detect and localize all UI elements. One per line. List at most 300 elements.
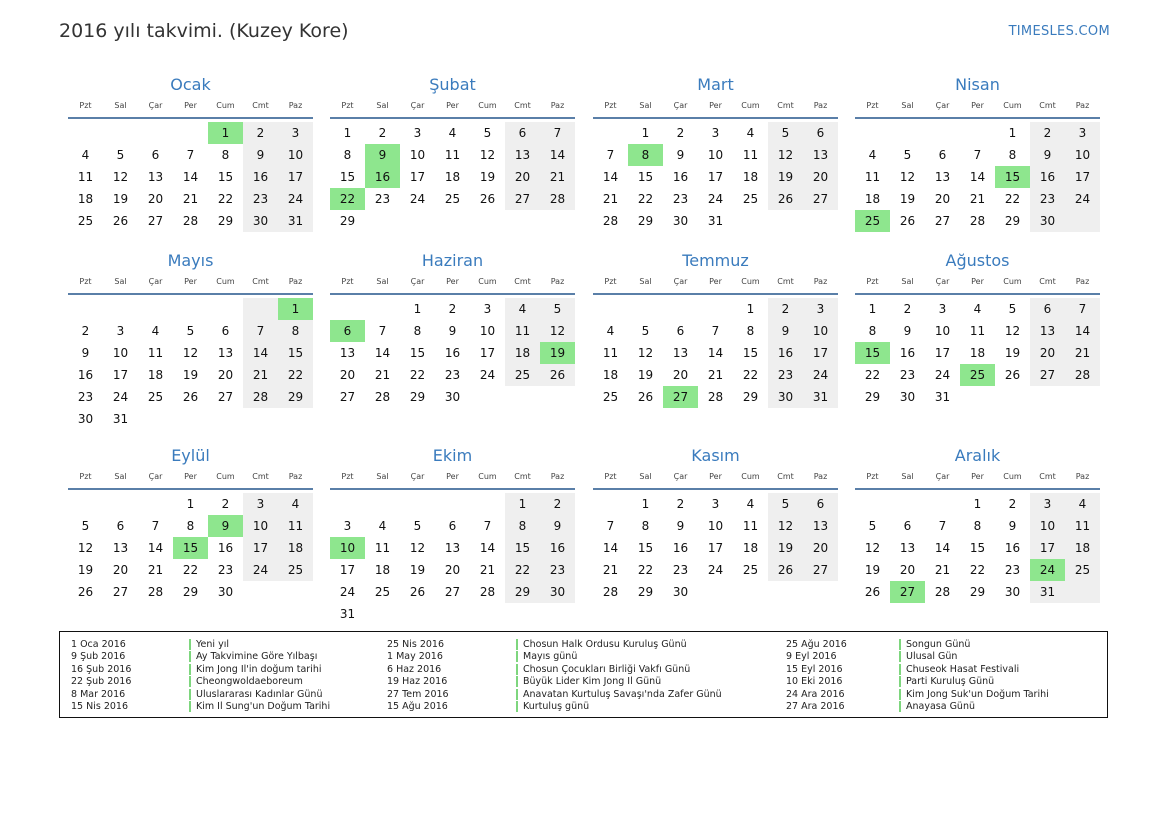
calendar-day[interactable]: 5 [868,519,877,533]
calendar-day[interactable]: 7 [151,519,160,533]
calendar-day[interactable]: 22 [217,192,234,206]
calendar-day[interactable]: 30 [672,585,689,599]
calendar-day[interactable]: 1 [186,497,195,511]
calendar-day[interactable]: 31 [812,390,829,404]
calendar-day[interactable]: 27 [934,214,951,228]
calendar-day[interactable]: 27 [147,214,164,228]
calendar-day[interactable]: 24 [812,368,829,382]
holiday-day[interactable]: 1 [278,298,313,320]
calendar-day[interactable]: 5 [553,302,562,316]
holiday-day[interactable]: 9 [365,144,400,166]
calendar-day[interactable]: 3 [711,497,720,511]
calendar-day[interactable]: 22 [409,368,426,382]
calendar-day[interactable]: 4 [1078,497,1087,511]
calendar-day[interactable]: 10 [287,148,304,162]
calendar-day[interactable]: 23 [549,563,566,577]
calendar-day[interactable]: 26 [777,192,794,206]
calendar-day[interactable]: 3 [483,302,492,316]
calendar-day[interactable]: 12 [1004,324,1021,338]
calendar-day[interactable]: 10 [707,519,724,533]
calendar-day[interactable]: 4 [378,519,387,533]
calendar-day[interactable]: 5 [116,148,125,162]
calendar-day[interactable]: 11 [602,346,619,360]
holiday-day[interactable]: 16 [365,166,400,188]
calendar-day[interactable]: 19 [777,541,794,555]
calendar-day[interactable]: 18 [374,563,391,577]
calendar-day[interactable]: 16 [777,346,794,360]
calendar-day[interactable]: 1 [413,302,422,316]
calendar-day[interactable]: 26 [479,192,496,206]
calendar-day[interactable]: 1 [868,302,877,316]
calendar-day[interactable]: 23 [252,192,269,206]
holiday-day[interactable]: 15 [995,166,1030,188]
calendar-day[interactable]: 26 [899,214,916,228]
calendar-day[interactable]: 9 [1008,519,1017,533]
calendar-day[interactable]: 7 [483,519,492,533]
calendar-day[interactable]: 7 [606,148,615,162]
calendar-day[interactable]: 1 [1008,126,1017,140]
calendar-day[interactable]: 8 [186,519,195,533]
calendar-day[interactable]: 31 [112,412,129,426]
holiday-day[interactable]: 9 [208,515,243,537]
calendar-day[interactable]: 14 [969,170,986,184]
calendar-day[interactable]: 21 [252,368,269,382]
calendar-day[interactable]: 2 [903,302,912,316]
calendar-day[interactable]: 17 [287,170,304,184]
calendar-day[interactable]: 5 [81,519,90,533]
calendar-day[interactable]: 17 [707,541,724,555]
calendar-day[interactable]: 31 [707,214,724,228]
calendar-day[interactable]: 29 [1004,214,1021,228]
calendar-day[interactable]: 7 [186,148,195,162]
calendar-day[interactable]: 10 [112,346,129,360]
calendar-day[interactable]: 14 [934,541,951,555]
calendar-day[interactable]: 24 [934,368,951,382]
calendar-day[interactable]: 12 [777,519,794,533]
calendar-day[interactable]: 3 [711,126,720,140]
calendar-day[interactable]: 21 [934,563,951,577]
calendar-day[interactable]: 31 [339,607,356,621]
calendar-day[interactable]: 19 [479,170,496,184]
calendar-day[interactable]: 25 [147,390,164,404]
calendar-day[interactable]: 22 [864,368,881,382]
calendar-day[interactable]: 3 [291,126,300,140]
calendar-day[interactable]: 10 [1039,519,1056,533]
calendar-day[interactable]: 21 [147,563,164,577]
holiday-day[interactable]: 27 [663,386,698,408]
calendar-day[interactable]: 20 [444,563,461,577]
calendar-day[interactable]: 4 [746,497,755,511]
calendar-day[interactable]: 9 [81,346,90,360]
calendar-day[interactable]: 31 [287,214,304,228]
calendar-day[interactable]: 8 [518,519,527,533]
calendar-day[interactable]: 28 [969,214,986,228]
calendar-day[interactable]: 2 [221,497,230,511]
calendar-day[interactable]: 8 [746,324,755,338]
calendar-day[interactable]: 15 [339,170,356,184]
calendar-day[interactable]: 7 [938,519,947,533]
calendar-day[interactable]: 2 [781,302,790,316]
calendar-day[interactable]: 11 [374,541,391,555]
calendar-day[interactable]: 14 [707,346,724,360]
calendar-day[interactable]: 24 [479,368,496,382]
calendar-day[interactable]: 28 [374,390,391,404]
calendar-day[interactable]: 1 [518,497,527,511]
calendar-day[interactable]: 10 [707,148,724,162]
calendar-day[interactable]: 1 [641,126,650,140]
calendar-day[interactable]: 16 [672,170,689,184]
calendar-day[interactable]: 12 [112,170,129,184]
calendar-day[interactable]: 5 [1008,302,1017,316]
calendar-day[interactable]: 6 [1043,302,1052,316]
calendar-day[interactable]: 19 [777,170,794,184]
calendar-day[interactable]: 11 [742,148,759,162]
calendar-day[interactable]: 5 [186,324,195,338]
calendar-day[interactable]: 14 [252,346,269,360]
calendar-day[interactable]: 27 [1039,368,1056,382]
calendar-day[interactable]: 5 [483,126,492,140]
calendar-day[interactable]: 5 [781,497,790,511]
calendar-day[interactable]: 28 [602,214,619,228]
calendar-day[interactable]: 2 [676,497,685,511]
calendar-day[interactable]: 26 [1004,368,1021,382]
brand-link[interactable]: TIMESLES.COM [1008,24,1110,39]
calendar-day[interactable]: 27 [339,390,356,404]
calendar-day[interactable]: 17 [1039,541,1056,555]
calendar-day[interactable]: 30 [899,390,916,404]
calendar-day[interactable]: 24 [339,585,356,599]
calendar-day[interactable]: 2 [81,324,90,338]
calendar-day[interactable]: 20 [672,368,689,382]
calendar-day[interactable]: 29 [742,390,759,404]
holiday-day[interactable]: 22 [330,188,365,210]
calendar-day[interactable]: 3 [1043,497,1052,511]
calendar-day[interactable]: 8 [343,148,352,162]
calendar-day[interactable]: 4 [81,148,90,162]
calendar-day[interactable]: 6 [221,324,230,338]
calendar-day[interactable]: 7 [256,324,265,338]
calendar-day[interactable]: 11 [864,170,881,184]
calendar-day[interactable]: 6 [151,148,160,162]
calendar-day[interactable]: 24 [707,563,724,577]
calendar-day[interactable]: 8 [641,519,650,533]
calendar-day[interactable]: 11 [444,148,461,162]
calendar-day[interactable]: 25 [514,368,531,382]
calendar-day[interactable]: 7 [973,148,982,162]
calendar-day[interactable]: 9 [553,519,562,533]
calendar-day[interactable]: 12 [899,170,916,184]
calendar-day[interactable]: 7 [711,324,720,338]
calendar-day[interactable]: 6 [816,497,825,511]
calendar-day[interactable]: 2 [1043,126,1052,140]
calendar-day[interactable]: 2 [1008,497,1017,511]
calendar-day[interactable]: 6 [938,148,947,162]
calendar-day[interactable]: 17 [112,368,129,382]
calendar-day[interactable]: 22 [287,368,304,382]
calendar-day[interactable]: 29 [339,214,356,228]
calendar-day[interactable]: 13 [514,148,531,162]
calendar-day[interactable]: 7 [553,126,562,140]
calendar-day[interactable]: 3 [413,126,422,140]
holiday-day[interactable]: 19 [540,342,575,364]
calendar-day[interactable]: 5 [903,148,912,162]
calendar-day[interactable]: 22 [514,563,531,577]
calendar-day[interactable]: 19 [899,192,916,206]
calendar-day[interactable]: 21 [1074,346,1091,360]
calendar-day[interactable]: 22 [182,563,199,577]
calendar-day[interactable]: 23 [672,192,689,206]
calendar-day[interactable]: 12 [637,346,654,360]
calendar-day[interactable]: 3 [256,497,265,511]
calendar-day[interactable]: 3 [116,324,125,338]
calendar-day[interactable]: 1 [343,126,352,140]
calendar-day[interactable]: 27 [112,585,129,599]
calendar-day[interactable]: 19 [112,192,129,206]
calendar-day[interactable]: 23 [444,368,461,382]
calendar-day[interactable]: 11 [287,519,304,533]
calendar-day[interactable]: 23 [1004,563,1021,577]
calendar-day[interactable]: 6 [676,324,685,338]
calendar-day[interactable]: 3 [816,302,825,316]
calendar-day[interactable]: 17 [1074,170,1091,184]
calendar-day[interactable]: 1 [641,497,650,511]
calendar-day[interactable]: 17 [812,346,829,360]
calendar-day[interactable]: 14 [147,541,164,555]
calendar-day[interactable]: 2 [378,126,387,140]
calendar-day[interactable]: 21 [479,563,496,577]
calendar-day[interactable]: 26 [409,585,426,599]
calendar-day[interactable]: 18 [864,192,881,206]
calendar-day[interactable]: 17 [934,346,951,360]
calendar-day[interactable]: 13 [112,541,129,555]
calendar-day[interactable]: 13 [934,170,951,184]
calendar-day[interactable]: 19 [1004,346,1021,360]
calendar-day[interactable]: 3 [343,519,352,533]
calendar-day[interactable]: 8 [221,148,230,162]
calendar-day[interactable]: 4 [868,148,877,162]
calendar-day[interactable]: 13 [672,346,689,360]
calendar-day[interactable]: 28 [1074,368,1091,382]
calendar-day[interactable]: 14 [1074,324,1091,338]
calendar-day[interactable]: 29 [969,585,986,599]
calendar-day[interactable]: 26 [112,214,129,228]
calendar-day[interactable]: 10 [409,148,426,162]
calendar-day[interactable]: 21 [374,368,391,382]
calendar-day[interactable]: 13 [217,346,234,360]
calendar-day[interactable]: 23 [77,390,94,404]
calendar-day[interactable]: 24 [287,192,304,206]
calendar-day[interactable]: 16 [252,170,269,184]
calendar-day[interactable]: 31 [934,390,951,404]
calendar-day[interactable]: 22 [742,368,759,382]
calendar-day[interactable]: 15 [637,170,654,184]
calendar-day[interactable]: 24 [707,192,724,206]
calendar-day[interactable]: 9 [1043,148,1052,162]
calendar-day[interactable]: 16 [672,541,689,555]
calendar-day[interactable]: 12 [77,541,94,555]
calendar-day[interactable]: 21 [182,192,199,206]
calendar-day[interactable]: 22 [637,192,654,206]
calendar-day[interactable]: 25 [444,192,461,206]
holiday-day[interactable]: 25 [960,364,995,386]
calendar-day[interactable]: 30 [549,585,566,599]
calendar-day[interactable]: 21 [969,192,986,206]
calendar-day[interactable]: 28 [182,214,199,228]
calendar-day[interactable]: 23 [899,368,916,382]
calendar-day[interactable]: 13 [444,541,461,555]
calendar-day[interactable]: 6 [816,126,825,140]
calendar-day[interactable]: 12 [182,346,199,360]
calendar-day[interactable]: 10 [252,519,269,533]
calendar-day[interactable]: 24 [112,390,129,404]
calendar-day[interactable]: 7 [606,519,615,533]
calendar-day[interactable]: 29 [409,390,426,404]
calendar-day[interactable]: 16 [77,368,94,382]
calendar-day[interactable]: 18 [1074,541,1091,555]
calendar-day[interactable]: 4 [448,126,457,140]
calendar-day[interactable]: 14 [549,148,566,162]
calendar-day[interactable]: 2 [448,302,457,316]
calendar-day[interactable]: 28 [147,585,164,599]
calendar-day[interactable]: 28 [602,585,619,599]
calendar-day[interactable]: 30 [444,390,461,404]
calendar-day[interactable]: 17 [252,541,269,555]
calendar-day[interactable]: 30 [777,390,794,404]
calendar-day[interactable]: 25 [374,585,391,599]
calendar-day[interactable]: 2 [676,126,685,140]
calendar-day[interactable]: 22 [1004,192,1021,206]
calendar-day[interactable]: 16 [549,541,566,555]
calendar-day[interactable]: 20 [514,170,531,184]
calendar-day[interactable]: 18 [147,368,164,382]
calendar-day[interactable]: 29 [182,585,199,599]
calendar-day[interactable]: 18 [742,541,759,555]
calendar-day[interactable]: 4 [518,302,527,316]
calendar-day[interactable]: 12 [864,541,881,555]
calendar-day[interactable]: 22 [969,563,986,577]
calendar-day[interactable]: 17 [409,170,426,184]
calendar-day[interactable]: 9 [903,324,912,338]
calendar-day[interactable]: 31 [1039,585,1056,599]
calendar-day[interactable]: 22 [637,563,654,577]
calendar-day[interactable]: 8 [868,324,877,338]
holiday-day[interactable]: 24 [1030,559,1065,581]
calendar-day[interactable]: 26 [549,368,566,382]
calendar-day[interactable]: 6 [518,126,527,140]
calendar-day[interactable]: 25 [77,214,94,228]
calendar-day[interactable]: 4 [746,126,755,140]
calendar-day[interactable]: 24 [1074,192,1091,206]
calendar-day[interactable]: 7 [1078,302,1087,316]
calendar-day[interactable]: 25 [1074,563,1091,577]
calendar-day[interactable]: 14 [182,170,199,184]
calendar-day[interactable]: 9 [781,324,790,338]
calendar-day[interactable]: 19 [77,563,94,577]
holiday-day[interactable]: 8 [628,144,663,166]
calendar-day[interactable]: 4 [973,302,982,316]
calendar-day[interactable]: 12 [549,324,566,338]
calendar-day[interactable]: 29 [217,214,234,228]
calendar-day[interactable]: 21 [707,368,724,382]
calendar-day[interactable]: 20 [147,192,164,206]
calendar-day[interactable]: 20 [812,541,829,555]
calendar-day[interactable]: 11 [147,346,164,360]
calendar-day[interactable]: 9 [256,148,265,162]
calendar-day[interactable]: 18 [742,170,759,184]
calendar-day[interactable]: 18 [444,170,461,184]
calendar-day[interactable]: 10 [1074,148,1091,162]
calendar-day[interactable]: 19 [182,368,199,382]
calendar-day[interactable]: 15 [217,170,234,184]
calendar-day[interactable]: 6 [903,519,912,533]
calendar-day[interactable]: 4 [606,324,615,338]
calendar-day[interactable]: 13 [1039,324,1056,338]
calendar-day[interactable]: 11 [514,324,531,338]
calendar-day[interactable]: 29 [287,390,304,404]
calendar-day[interactable]: 4 [291,497,300,511]
calendar-day[interactable]: 8 [291,324,300,338]
calendar-day[interactable]: 8 [413,324,422,338]
calendar-day[interactable]: 24 [409,192,426,206]
calendar-day[interactable]: 23 [374,192,391,206]
calendar-day[interactable]: 25 [602,390,619,404]
calendar-day[interactable]: 27 [217,390,234,404]
calendar-day[interactable]: 12 [409,541,426,555]
calendar-day[interactable]: 21 [602,563,619,577]
calendar-day[interactable]: 20 [899,563,916,577]
holiday-day[interactable]: 15 [855,342,890,364]
calendar-day[interactable]: 16 [444,346,461,360]
calendar-day[interactable]: 20 [112,563,129,577]
calendar-day[interactable]: 30 [217,585,234,599]
calendar-day[interactable]: 18 [514,346,531,360]
calendar-day[interactable]: 20 [339,368,356,382]
calendar-day[interactable]: 18 [969,346,986,360]
calendar-day[interactable]: 11 [969,324,986,338]
calendar-day[interactable]: 19 [864,563,881,577]
calendar-day[interactable]: 6 [448,519,457,533]
calendar-day[interactable]: 28 [252,390,269,404]
calendar-day[interactable]: 20 [1039,346,1056,360]
calendar-day[interactable]: 27 [514,192,531,206]
calendar-day[interactable]: 13 [812,148,829,162]
holiday-day[interactable]: 10 [330,537,365,559]
calendar-day[interactable]: 25 [742,192,759,206]
calendar-day[interactable]: 29 [637,585,654,599]
calendar-day[interactable]: 9 [448,324,457,338]
calendar-day[interactable]: 23 [777,368,794,382]
calendar-day[interactable]: 26 [864,585,881,599]
calendar-day[interactable]: 28 [549,192,566,206]
holiday-day[interactable]: 1 [208,122,243,144]
calendar-day[interactable]: 20 [217,368,234,382]
calendar-day[interactable]: 29 [514,585,531,599]
calendar-day[interactable]: 19 [409,563,426,577]
calendar-day[interactable]: 16 [1004,541,1021,555]
calendar-day[interactable]: 3 [1078,126,1087,140]
calendar-day[interactable]: 15 [742,346,759,360]
calendar-day[interactable]: 18 [287,541,304,555]
calendar-day[interactable]: 14 [374,346,391,360]
calendar-day[interactable]: 30 [1004,585,1021,599]
calendar-day[interactable]: 3 [938,302,947,316]
calendar-day[interactable]: 9 [676,148,685,162]
calendar-day[interactable]: 26 [77,585,94,599]
holiday-day[interactable]: 6 [330,320,365,342]
calendar-day[interactable]: 30 [672,214,689,228]
calendar-day[interactable]: 14 [602,170,619,184]
calendar-day[interactable]: 5 [781,126,790,140]
